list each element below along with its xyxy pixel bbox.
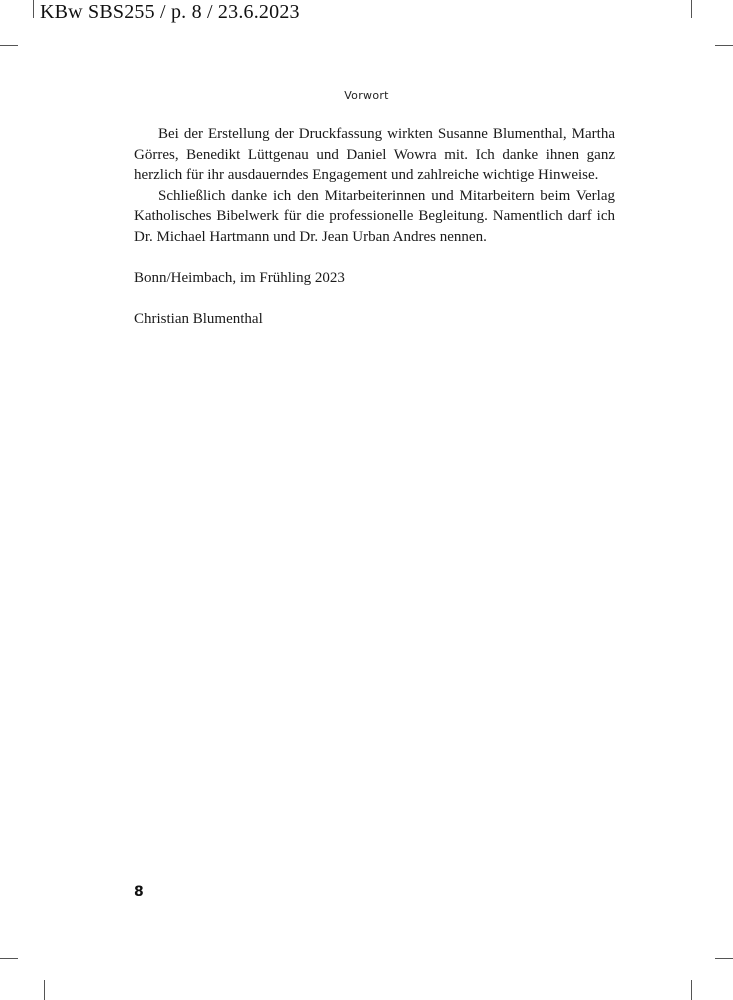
paragraph: Bei der Erstellung der Druckfassung wirkten Susanne Blumenthal, Martha Görres, Benedikt Lüttgenau und Daniel Wowra mit. Ich danke ihnen ganz herzlich für ihr ausdauerndes Engagement und zahlreiche wichtige Hinweise.: [134, 126, 615, 184]
paragraph: Schließlich danke ich den Mitarbeiterinnen und Mitarbeitern beim Verlag Katholisches Bibelwerk für die professionelle Begleitung. Namentlich darf ich Dr. Michael Hartmann und Dr. Jean Urban Andres nennen.: [134, 187, 615, 245]
place-date: Bonn/Heimbach, im Frühling 2023: [134, 270, 345, 287]
crop-mark-top-left-vertical: [33, 0, 34, 18]
crop-mark-top-right-horizontal: [715, 45, 733, 46]
page-number: 8: [134, 884, 144, 900]
crop-mark-bottom-left-vertical: [44, 980, 45, 1000]
crop-mark-bottom-left-horizontal: [0, 958, 18, 959]
signature: Christian Blumenthal: [134, 311, 263, 328]
body-text: [134, 124, 615, 330]
crop-mark-top-left-horizontal: [0, 45, 18, 46]
crop-mark-top-right-vertical: [691, 0, 692, 18]
running-head: Vorwort: [344, 89, 389, 102]
crop-mark-bottom-right-horizontal: [715, 958, 733, 959]
crop-mark-bottom-right-vertical: [691, 980, 692, 1000]
print-slug: KBw SBS255 / p. 8 / 23.6.2023: [40, 1, 300, 23]
